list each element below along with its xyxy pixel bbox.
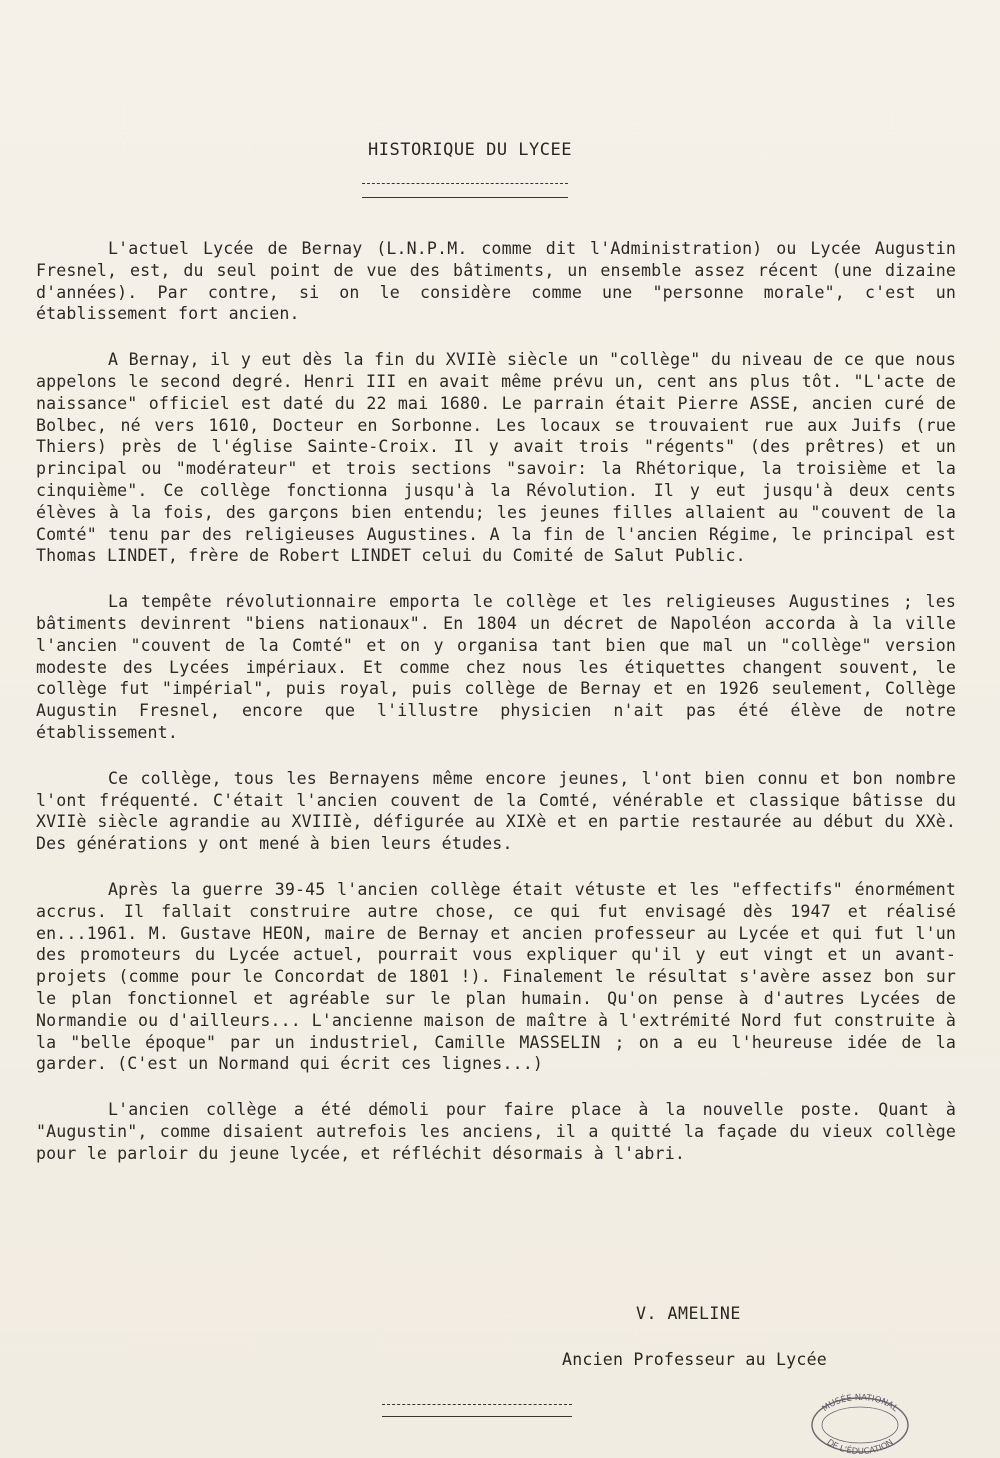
author-signature: V. AMELINE bbox=[636, 1304, 741, 1323]
stamp-text-top: MUSÉE NATIONAL bbox=[820, 1392, 900, 1414]
paragraph-4: Ce collège, tous les Bernayens même encore jeunes, l'ont bien connu et bon nombre l'ont fréquenté. C'était l'ancien couvent de la Comté, vénérable et classique bâtisse du XVIIè siècle agrandie au XVIIIè, défigurée au XIXè et en partie restaurée au début du XXè. Des générations y ont mené à bien leurs études. bbox=[36, 768, 956, 854]
footer-rule-solid bbox=[382, 1416, 572, 1417]
svg-text:MUSÉE NATIONAL bbox=[821, 1393, 900, 1415]
paragraph-5: Après la guerre 39-45 l'ancien collège était vétuste et les "effectifs" énormément accrus. Il fallait construire autre chose, ce qui fut envisagé dès 1947 et réalisé en...1961. M. Gustave HEON, maire de Bernay et ancien professeur au Lycée et qui fut l'un des promoteurs du Lycée actuel, pourrait vous expliquer qu'il y eut vingt et un avant-projets (comme pour le Concordat de 1801 !). Finalement le résultat s'avère assez bon sur le plan fonctionnel et agréable sur le plan humain. Qu'on pense à d'autres Lycées de Normandie ou d'ailleurs... L'ancienne maison de maître à l'extrémité Nord fut construite à la "belle époque" par un industriel, Camille MASSELIN ; on a eu l'heureuse idée de la garder. (C'est un Normand qui écrit ces lignes...) bbox=[36, 879, 956, 1074]
stamp-seal-icon bbox=[808, 1392, 912, 1454]
title-underline-dashed bbox=[362, 183, 568, 184]
footer-rule-dashed bbox=[382, 1404, 572, 1405]
paragraph-3: La tempête révolutionnaire emporta le collège et les religieuses Augustines ; les bâtiments devinrent "biens nationaux". En 1804 un décret de Napoléon accorda à la ville l'ancien "couvent de la Comté" et on y organisa tant bien que mal un "collège" version modeste des Lycées impériaux. Et comme chez nous les étiquettes changent souvent, le collège fut "impérial", puis royal, puis collège de Bernay et en 1926 seulement, Collège Augustin Fresnel, encore que l'illustre physicien n'ait pas été élève de notre établissement. bbox=[36, 592, 956, 742]
paragraph-2: A Bernay, il y eut dès la fin du XVIIè siècle un "collège" du niveau de ce que nous appelons le second degré. Henri III en avait même prévu un, cent ans plus tôt. "L'acte de naissance" officiel est daté du 22 mai 1680. Le parrain était Pierre ASSE, ancien curé de Bolbec, né vers 1610, Docteur en Sorbonne. Les locaux se trouvaient rue aux Juifs (rue Thiers) près de l'église Sainte-Croix. Il y avait trois "régents" (des prêtres) et un principal ou "modérateur" et trois sections "savoir: la Rhétorique, la troisième et la cinquième". Ce collège fonctionna jusqu'à la Révolution. Il y eut jusqu'à deux cents élèves à la fois, des garçons bien entendu; les jeunes filles allaient au "couvent de la Comté" tenu par des religieuses Augustines. A la fin de l'ancien Régime, le principal est Thomas LINDET, frère de Robert LINDET celui du Comité de Salut Public. bbox=[36, 350, 956, 566]
paragraph-6: L'ancien collège a été démoli pour faire place à la nouvelle poste. Quant à "Augustin", comme disaient autrefois les anciens, il a quitté la façade du vieux collège pour le parloir du jeune lycée, et réfléchit désormais à l'abri. bbox=[36, 1100, 956, 1163]
svg-text:DE L'ÉDUCATION bbox=[825, 1438, 896, 1454]
document-title: HISTORIQUE DU LYCEE bbox=[368, 140, 572, 160]
museum-stamp bbox=[808, 1392, 912, 1454]
author-role: Ancien Professeur au Lycée bbox=[562, 1350, 827, 1369]
title-underline-solid bbox=[362, 197, 568, 198]
paragraph-1: L'actuel Lycée de Bernay (L.N.P.M. comme dit l'Administration) ou Lycée Augustin Fresnel, est, du seul point de vue des bâtiments, un ensemble assez récent (une dizaine d'années). Par contre, si on le considère comme une "personne morale", c'est un établissement fort ancien. bbox=[36, 239, 956, 324]
document-body bbox=[36, 238, 956, 1188]
stamp-text-bottom: DE L'ÉDUCATION bbox=[824, 1437, 896, 1454]
